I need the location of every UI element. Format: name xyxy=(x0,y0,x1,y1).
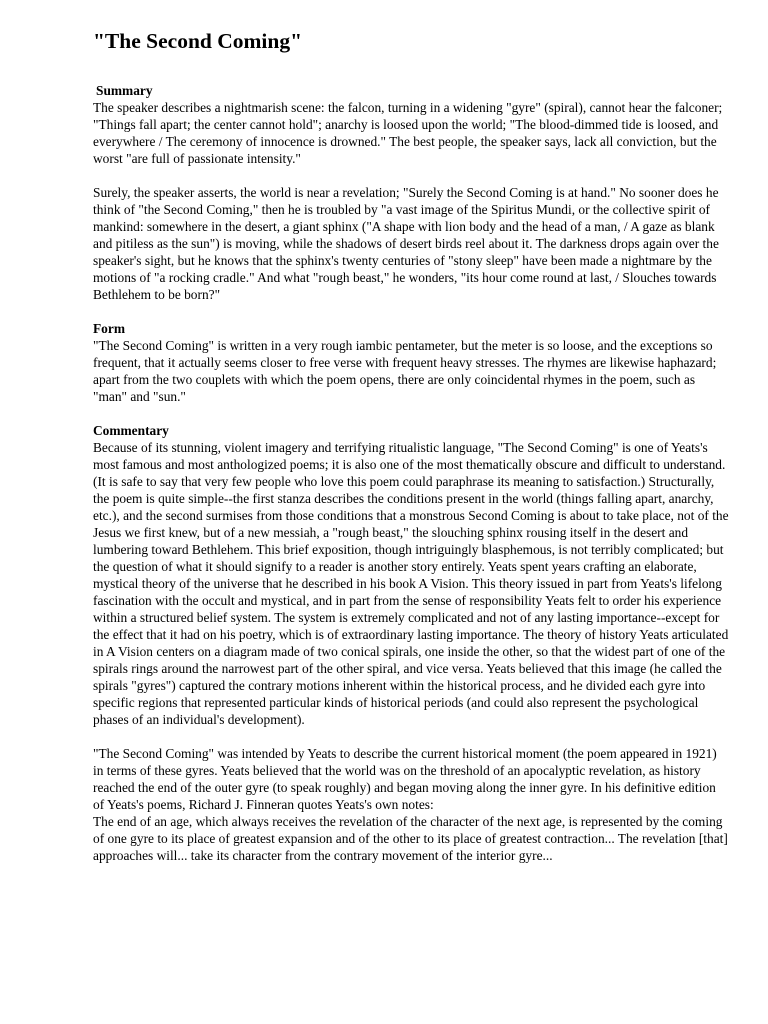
form-section xyxy=(93,320,729,405)
summary-section xyxy=(93,82,729,303)
form-heading: Form xyxy=(93,321,125,336)
summary-paragraph-1: The speaker describes a nightmarish scene: the falcon, turning in a widening "gyre" (spiral), cannot hear the falconer; "Things fall apart; the center cannot hold"; anarchy is loosed upon the world; "The blood-dimmed tide is loosed, and everywhere / The ceremony of innocence is drowned." The best people, the speaker says, lack all conviction, but the worst "are full of passionate intensity." xyxy=(93,100,723,166)
commentary-section xyxy=(93,422,729,864)
paragraph-gap xyxy=(93,167,729,184)
section-gap xyxy=(93,405,729,422)
document-title: "The Second Coming" xyxy=(93,29,303,53)
commentary-paragraph-1: Because of its stunning, violent imagery and terrifying ritualistic language, "The Second Coming" is one of Yeats's most famous and most anthologized poems; it is also one of the most thematically obscure and difficult to understand. (It is safe to say that very few people who love this poem could paraphrase its meaning to satisfaction.) Structurally, the poem is quite simple--the first stanza describes the conditions present in the world (things falling apart, anarchy, etc.), and the second surmises from those conditions that a monstrous Second Coming is about to take place, not of the Jesus we first knew, but of a new messiah, a "rough beast," the slouching sphinx rousing itself in the desert and lumbering toward Bethlehem. This brief exposition, though intriguingly blasphemous, is not terribly complicated; but the question of what it should signify to a reader is another story entirely. Yeats spent years crafting an elaborate, mystical theory of the universe that he described in his book A Vision. This theory issued in part from Yeats's lifelong fascination with the occult and mystical, and in part from the sense of responsibility Yeats felt to order his experience within a structured belief system. The system is extremely complicated and not of any lasting importance--except for the effect that it had on his poetry, which is of extraordinary lasting importance. The theory of history Yeats articulated in A Vision centers on a diagram made of two conical spirals, one inside the other, so that the widest part of one of the spirals rings around the narrowest part of the other spiral, and vice versa. Yeats believed that this image (he called the spirals "gyres") captured the contrary motions inherent within the historical process, and he divided each gyre into specific regions that represented particular kinds of historical periods (and could also represent the psychological phases of an individual's development). xyxy=(93,440,729,727)
commentary-heading: Commentary xyxy=(93,423,169,438)
commentary-paragraph-2: "The Second Coming" was intended by Yeats to describe the current historical moment (the poem appeared in 1921) in terms of these gyres. Yeats believed that the world was on the threshold of an apocalyptic revelation, as history reached the end of the outer gyre (to speak roughly) and began moving along the inner gyre. In his definitive edition of Yeats's poems, Richard J. Finneran quotes Yeats's own notes: xyxy=(93,746,717,812)
form-paragraph-1: "The Second Coming" is written in a very rough iambic pentameter, but the meter is so loose, and the exceptions so frequent, that it actually seems closer to free verse with frequent heavy stresses. The rhymes are likewise haphazard; apart from the two couplets with which the poem opens, there are only coincidental rhymes in the poem, such as "man" and "sun." xyxy=(93,338,717,404)
summary-paragraph-2: Surely, the speaker asserts, the world is near a revelation; "Surely the Second Coming is at hand." No sooner does he think of "the Second Coming," then he is troubled by "a vast image of the Spiritus Mundi, or the collective spirit of mankind: somewhere in the desert, a giant sphinx ("A shape with lion body and the head of a man, / A gaze as blank and pitiless as the sun") is moving, while the shadows of desert birds reel about it. The darkness drops again over the speaker's sight, but he knows that the sphinx's twenty centuries of "stony sleep" have been made a nightmare by the motions of "a rocking cradle." And what "rough beast," he wonders, "its hour come round at last, / Slouches towards Bethlehem to be born?" xyxy=(93,185,719,302)
paragraph-gap xyxy=(93,728,729,745)
commentary-quote: The end of an age, which always receives the revelation of the character of the next age, is represented by the coming of one gyre to its place of greatest expansion and of the other to its place of greatest contraction... The revelation [that] approaches will... take its character from the contrary movement of the interior gyre... xyxy=(93,814,728,863)
document-page xyxy=(93,28,729,864)
section-gap xyxy=(93,303,729,320)
summary-heading: Summary xyxy=(96,83,153,98)
